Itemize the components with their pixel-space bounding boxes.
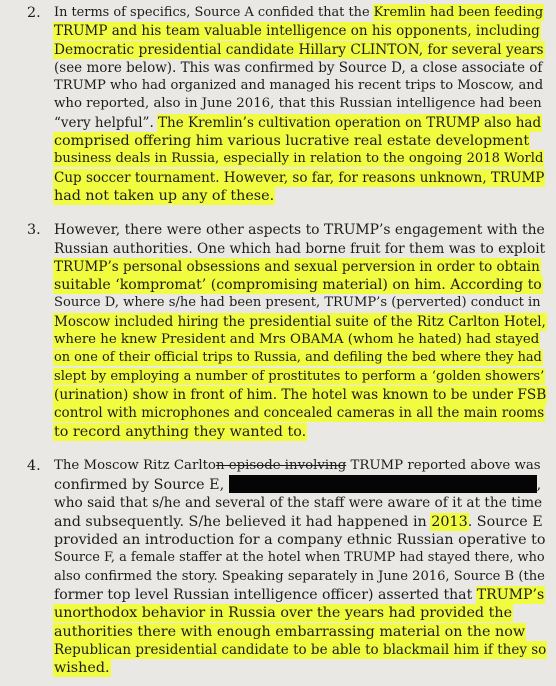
text-segment: TRUMP reported above was: [346, 457, 541, 473]
highlighted-text: (urination) show in front of him. The hotel was known to be under FSB: [54, 386, 547, 403]
text-segment: who said that s/he and several of the staff were aware of it at the time: [54, 495, 543, 512]
paragraph-number: 3.: [27, 222, 41, 239]
text-line: [54, 114, 546, 132]
text-line: [54, 641, 546, 659]
text-line: [54, 276, 546, 294]
text-line: [54, 531, 546, 549]
text-line: [54, 623, 546, 641]
text-line: [54, 59, 546, 77]
highlighted-text: suitable ‘kompromat’ (compromising material) on him. According to: [54, 277, 542, 294]
text-line: [54, 513, 546, 531]
text-segment: Russian authorities. One which had borne fruit for them was to exploit: [54, 240, 546, 257]
highlighted-text: TRUMP’s personal obsessions and sexual perversion in order to obtain: [54, 258, 540, 275]
text-line: [54, 95, 546, 113]
text-segment: Source F, a female staffer at the hotel when TRUMP had stayed there, who: [54, 550, 545, 566]
text-line: [54, 475, 546, 494]
paragraph-2: [10, 4, 546, 205]
text-line: [54, 4, 546, 22]
paragraph-3: [10, 221, 546, 441]
highlighted-text: 2013: [431, 513, 468, 530]
text-line: [54, 258, 546, 276]
text-line: [54, 349, 546, 367]
text-segment: and subsequently. S/he believed it had happened in: [54, 513, 432, 530]
highlighted-text: TRUMP and his team valuable intelligence on his opponents, including: [54, 23, 540, 40]
text-segment: (see more below). This was confirmed by Source D, a close associate of: [54, 59, 543, 76]
text-line: [54, 22, 546, 40]
text-line: [54, 313, 546, 331]
highlighted-text: where he knew President and Mrs OBAMA (whom he hated) had stayed: [54, 332, 540, 348]
text-line: [54, 368, 546, 386]
redaction-bar: [229, 475, 537, 493]
text-segment: also confirmed the story. Speaking separately in June 2016, Source B (the: [54, 568, 545, 584]
text-segment: However, there were other aspects to TRUMP’s engagement with the: [54, 222, 545, 239]
highlighted-text: to record anything they wanted to.: [54, 423, 307, 440]
text-segment: ,: [536, 477, 542, 494]
text-line: [54, 294, 546, 312]
text-line: [54, 549, 546, 567]
text-line: [54, 457, 546, 475]
text-segment: TRUMP who had organized and managed his recent trips to Moscow, and: [54, 78, 544, 94]
highlighted-text: wished.: [54, 660, 110, 677]
highlighted-text: had not taken up any of these.: [54, 187, 275, 204]
text-line: [54, 169, 546, 187]
text-line: [54, 221, 546, 239]
highlighted-text: control with microphones and concealed cameras in all the main rooms: [54, 405, 545, 422]
text-line: [54, 386, 546, 404]
text-line: [54, 423, 546, 441]
text-line: [54, 586, 546, 604]
text-line: [54, 150, 546, 168]
paragraph-number: 4.: [27, 457, 41, 474]
text-line: [54, 494, 546, 512]
text-segment: n episode involving: [215, 457, 347, 473]
text-line: [54, 659, 546, 677]
paragraph-number: 2.: [27, 5, 41, 21]
text-line: [54, 187, 546, 205]
text-segment: former top level Russian intelligence officer) asserted that: [54, 586, 477, 603]
highlighted-text: authorities there with enough embarrassing material on the now: [54, 623, 526, 640]
text-line: [54, 77, 546, 95]
highlighted-text: unorthodox behavior in Russia over the years had provided the: [54, 605, 513, 622]
text-line: [54, 568, 546, 586]
highlighted-text: Republican presidential candidate to be able to blackmail him if they so: [54, 641, 547, 658]
highlighted-text: business deals in Russia, especially in relation to the ongoing 2018 World: [54, 151, 544, 167]
text-line: [54, 404, 546, 422]
text-segment: “very helpful”.: [54, 114, 159, 131]
paragraph-4: [10, 457, 546, 678]
highlighted-text: The Kremlin’s cultivation operation on TRUMP also had: [158, 114, 542, 131]
text-segment: Source D, where s/he had been present, TRUMP’s (perverted) conduct in: [54, 295, 541, 311]
text-segment: The Moscow Ritz Carlto: [54, 457, 216, 473]
text-segment: In terms of specifics, Source A confided that the: [54, 5, 374, 20]
text-segment: . Source E: [467, 513, 543, 530]
highlighted-text: comprised offering him various lucrative real estate development: [54, 133, 530, 150]
text-segment: confirmed by Source E,: [54, 477, 229, 494]
highlighted-text: Democratic presidential candidate Hillary CLINTON, for several years: [54, 41, 544, 58]
highlighted-text: Kremlin had been feeding: [373, 5, 544, 20]
highlighted-text: Cup soccer tournament. However, so far, for reasons unknown, TRUMP: [54, 169, 545, 186]
highlighted-text: TRUMP’s: [476, 586, 545, 603]
text-segment: who reported, also in June 2016, that this Russian intelligence had been: [54, 96, 542, 112]
highlighted-text: Moscow included hiring the presidential suite of the Ritz Carlton Hotel,: [54, 313, 546, 330]
text-line: [54, 240, 546, 258]
text-segment: provided an introduction for a company ethnic Russian operative to: [54, 532, 546, 549]
text-line: [54, 331, 546, 349]
highlighted-text: slept by employing a number of prostitutes to perform a ‘golden showers’: [54, 368, 545, 384]
text-line: [54, 132, 546, 150]
highlighted-text: on one of their official trips to Russia, and defiling the bed where they had: [54, 350, 542, 366]
text-line: [54, 41, 546, 59]
text-line: [54, 604, 546, 622]
